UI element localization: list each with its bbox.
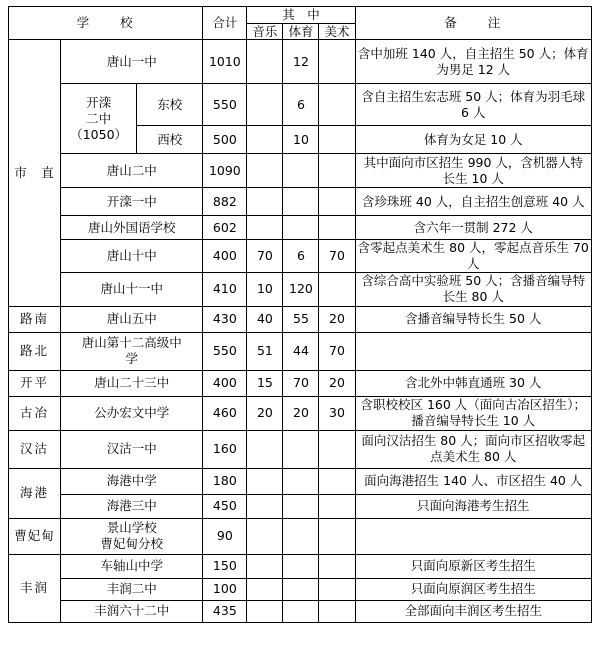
- total-cell: 500: [203, 126, 247, 154]
- school-cell: 东校: [137, 84, 203, 126]
- school-cell: 开滦一中: [61, 188, 203, 216]
- music-cell: [247, 494, 283, 518]
- note-cell: 全部面向丰润区考生招生: [355, 600, 591, 622]
- art-cell: [319, 494, 355, 518]
- music-cell: 40: [247, 306, 283, 332]
- total-cell: 882: [203, 188, 247, 216]
- enrollment-table: [8, 6, 592, 623]
- sports-cell: [283, 578, 319, 600]
- school-cell: 海港三中: [61, 494, 203, 518]
- total-cell: 1090: [203, 154, 247, 188]
- sports-cell: [283, 216, 319, 240]
- total-cell: 460: [203, 396, 247, 430]
- music-cell: [247, 578, 283, 600]
- music-cell: [247, 40, 283, 84]
- table-body: [9, 40, 592, 622]
- note-cell: 面向海港招生 140 人、市区招生 40 人: [355, 468, 591, 494]
- art-cell: [319, 578, 355, 600]
- note-cell: 含播音编导特长生 50 人: [355, 306, 591, 332]
- total-cell: 550: [203, 84, 247, 126]
- sub-school-cell: 开滦 二中 （1050）: [61, 84, 137, 154]
- total-cell: 160: [203, 430, 247, 468]
- music-cell: 15: [247, 370, 283, 396]
- art-cell: [319, 126, 355, 154]
- total-cell: 90: [203, 518, 247, 554]
- total-cell: 400: [203, 240, 247, 272]
- school-cell: 唐山一中: [61, 40, 203, 84]
- sports-cell: [283, 518, 319, 554]
- art-cell: 20: [319, 370, 355, 396]
- music-cell: [247, 554, 283, 578]
- total-cell: 450: [203, 494, 247, 518]
- table-row: [9, 430, 592, 468]
- table-row: [9, 600, 592, 622]
- sports-cell: 6: [283, 84, 319, 126]
- music-cell: [247, 126, 283, 154]
- school-cell: 景山学校 曹妃甸分校: [61, 518, 203, 554]
- sports-cell: 70: [283, 370, 319, 396]
- note-cell: 含北外中韩直通班 30 人: [355, 370, 591, 396]
- sports-cell: [283, 468, 319, 494]
- total-cell: 430: [203, 306, 247, 332]
- table-row: [9, 578, 592, 600]
- sports-cell: [283, 494, 319, 518]
- table-row: [9, 84, 592, 126]
- note-cell: 含自主招生宏志班 50 人；体育为羽毛球 6 人: [355, 84, 591, 126]
- total-cell: 550: [203, 332, 247, 370]
- art-cell: 20: [319, 306, 355, 332]
- region-cell: 汉沽: [9, 430, 61, 468]
- region-cell: 开平: [9, 370, 61, 396]
- table-row: [9, 554, 592, 578]
- sports-cell: [283, 600, 319, 622]
- school-cell: 汉沽一中: [61, 430, 203, 468]
- total-cell: 410: [203, 272, 247, 306]
- music-cell: [247, 468, 283, 494]
- sports-cell: 12: [283, 40, 319, 84]
- art-cell: [319, 84, 355, 126]
- sports-cell: 120: [283, 272, 319, 306]
- note-cell: 其中面向市区招生 990 人，含机器人特长生 10 人: [355, 154, 591, 188]
- sports-cell: [283, 430, 319, 468]
- music-cell: [247, 216, 283, 240]
- music-cell: [247, 600, 283, 622]
- art-cell: 70: [319, 332, 355, 370]
- art-cell: [319, 554, 355, 578]
- note-cell: 含六年一贯制 272 人: [355, 216, 591, 240]
- note-cell: 面向汉沽招生 80 人；面向市区招收零起点美术生 80 人: [355, 430, 591, 468]
- table-row: [9, 306, 592, 332]
- sports-cell: [283, 154, 319, 188]
- note-cell: 含零起点美术生 80 人，零起点音乐生 70 人: [355, 240, 591, 272]
- region-cell: 市 直: [9, 40, 61, 306]
- note-cell: [355, 518, 591, 554]
- sports-cell: 55: [283, 306, 319, 332]
- table-row: [9, 518, 592, 554]
- art-cell: [319, 154, 355, 188]
- table-row: [9, 188, 592, 216]
- header-music: 音乐: [247, 23, 283, 40]
- sports-cell: 44: [283, 332, 319, 370]
- music-cell: 51: [247, 332, 283, 370]
- art-cell: [319, 518, 355, 554]
- table-row: [9, 370, 592, 396]
- art-cell: [319, 430, 355, 468]
- art-cell: [319, 272, 355, 306]
- region-cell: 路南: [9, 306, 61, 332]
- art-cell: [319, 216, 355, 240]
- region-cell: 曹妃甸: [9, 518, 61, 554]
- music-cell: [247, 188, 283, 216]
- header-school: 学 校: [9, 7, 203, 40]
- total-cell: 180: [203, 468, 247, 494]
- school-cell: 丰润二中: [61, 578, 203, 600]
- art-cell: [319, 40, 355, 84]
- music-cell: 70: [247, 240, 283, 272]
- region-cell: 海港: [9, 468, 61, 518]
- school-cell: 丰润六十二中: [61, 600, 203, 622]
- table-row: [9, 332, 592, 370]
- music-cell: 10: [247, 272, 283, 306]
- table-row: [9, 468, 592, 494]
- school-cell: 唐山第十二高级中 学: [61, 332, 203, 370]
- school-cell: 唐山五中: [61, 306, 203, 332]
- art-cell: [319, 600, 355, 622]
- table-row: [9, 216, 592, 240]
- school-cell: 唐山十一中: [61, 272, 203, 306]
- total-cell: 400: [203, 370, 247, 396]
- region-cell: 古冶: [9, 396, 61, 430]
- art-cell: [319, 468, 355, 494]
- header-row-1: [9, 7, 592, 24]
- total-cell: 1010: [203, 40, 247, 84]
- school-cell: 西校: [137, 126, 203, 154]
- school-cell: 公办宏文中学: [61, 396, 203, 430]
- note-cell: 只面向原新区考生招生: [355, 554, 591, 578]
- music-cell: 20: [247, 396, 283, 430]
- sports-cell: 6: [283, 240, 319, 272]
- school-cell: 唐山外国语学校: [61, 216, 203, 240]
- music-cell: [247, 154, 283, 188]
- music-cell: [247, 430, 283, 468]
- note-cell: 含中加班 140 人，自主招生 50 人；体育为男足 12 人: [355, 40, 591, 84]
- total-cell: 435: [203, 600, 247, 622]
- note-cell: 只面向海港考生招生: [355, 494, 591, 518]
- music-cell: [247, 84, 283, 126]
- note-cell: 含职校校区 160 人（面向古冶区招生）；播音编导特长生 10 人: [355, 396, 591, 430]
- header-note: 备 注: [355, 7, 591, 40]
- note-cell: 含综合高中实验班 50 人；含播音编导特长生 80 人: [355, 272, 591, 306]
- header-sports: 体育: [283, 23, 319, 40]
- school-cell: 唐山二中: [61, 154, 203, 188]
- note-cell: 只面向原润区考生招生: [355, 578, 591, 600]
- note-cell: 体育为女足 10 人: [355, 126, 591, 154]
- total-cell: 150: [203, 554, 247, 578]
- region-cell: 路北: [9, 332, 61, 370]
- table-row: [9, 154, 592, 188]
- table-row: [9, 494, 592, 518]
- school-cell: 唐山十中: [61, 240, 203, 272]
- sports-cell: 20: [283, 396, 319, 430]
- table-row: [9, 40, 592, 84]
- header-total: 合计: [203, 7, 247, 40]
- school-cell: 唐山二十三中: [61, 370, 203, 396]
- header-group: 其 中: [247, 7, 355, 24]
- table-head: [9, 7, 592, 40]
- art-cell: 70: [319, 240, 355, 272]
- table-row: [9, 396, 592, 430]
- table-row: [9, 272, 592, 306]
- total-cell: 100: [203, 578, 247, 600]
- note-cell: 含珍珠班 40 人，自主招生创意班 40 人: [355, 188, 591, 216]
- header-art: 美术: [319, 23, 355, 40]
- school-cell: 车轴山中学: [61, 554, 203, 578]
- music-cell: [247, 518, 283, 554]
- note-cell: [355, 332, 591, 370]
- table-row: [9, 240, 592, 272]
- art-cell: 30: [319, 396, 355, 430]
- sports-cell: [283, 554, 319, 578]
- sports-cell: 10: [283, 126, 319, 154]
- region-cell: 丰润: [9, 554, 61, 622]
- art-cell: [319, 188, 355, 216]
- total-cell: 602: [203, 216, 247, 240]
- school-cell: 海港中学: [61, 468, 203, 494]
- sports-cell: [283, 188, 319, 216]
